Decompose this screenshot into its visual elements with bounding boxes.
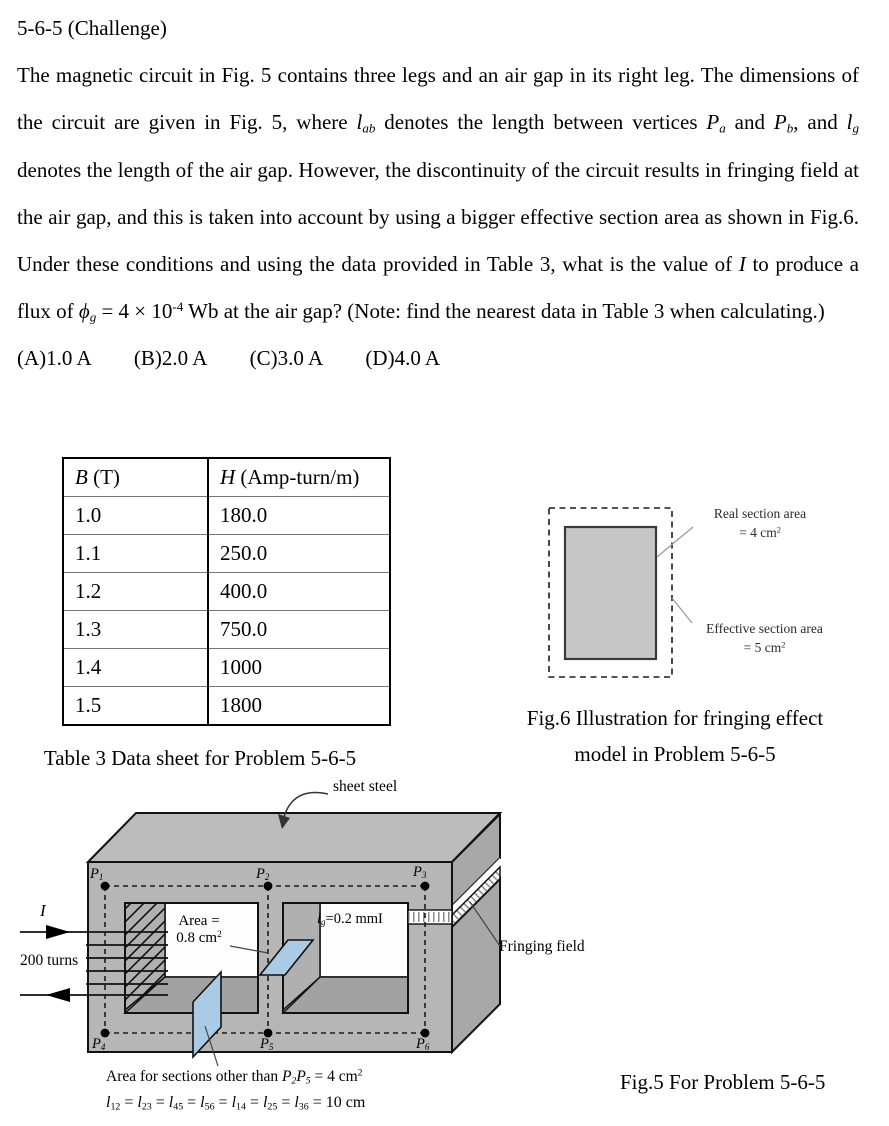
text-segment: = xyxy=(214,1094,232,1111)
column-header-b xyxy=(63,458,208,497)
text-segment: 2 xyxy=(291,1075,297,1087)
option-b: (B)2.0 A xyxy=(133,346,208,371)
fig5-caption: Fig.5 For Problem 5-6-5 xyxy=(620,1070,826,1094)
text-segment: 5 xyxy=(305,1075,311,1087)
text-segment: g xyxy=(852,120,860,136)
vertex-label-p6 xyxy=(416,1036,429,1053)
text-segment: 2 xyxy=(357,1067,363,1079)
text-segment: to produce a flux of xyxy=(17,252,859,324)
vertex-dot-p3 xyxy=(421,882,430,891)
table-cell: 1.5 xyxy=(75,693,102,717)
text-segment: = 4 × 10 xyxy=(96,299,173,324)
text-segment: 6 xyxy=(424,1042,430,1053)
table-cell: 1000 xyxy=(208,649,390,687)
text-segment: 2 xyxy=(264,872,270,883)
text-segment: denotes the length of the air gap. However, the discontinuity of the circuit results in fringing field at the air gap, and this is taken into account by using a bigger effective section area as shown in Fig.6. Under these conditions and using the data provided in Table 3, what is the value of xyxy=(17,157,859,277)
table-row xyxy=(63,497,390,535)
text-segment: 25 xyxy=(267,1101,278,1113)
text-segment: B xyxy=(75,465,88,489)
text-segment: a xyxy=(719,120,726,136)
table-cell: 1.3 xyxy=(63,611,208,649)
text-segment: 1 xyxy=(98,872,104,883)
text-segment: P xyxy=(90,866,99,882)
text-segment: Area = xyxy=(178,913,220,929)
text-segment: = xyxy=(277,1094,295,1111)
text-segment: = 10 cm xyxy=(308,1094,366,1111)
table-cell: 180.0 xyxy=(208,497,390,535)
core-top-face xyxy=(88,813,500,862)
text-segment: I xyxy=(378,911,383,927)
text-segment: P xyxy=(296,1068,306,1085)
text-segment: l xyxy=(294,1094,299,1111)
text-segment: l xyxy=(106,1094,111,1111)
text-segment: g xyxy=(89,309,97,325)
text-segment: I xyxy=(738,252,746,277)
vertex-label-p2 xyxy=(256,866,269,883)
text-segment: 2 xyxy=(776,525,781,535)
option-c: (C)3.0 A xyxy=(249,346,324,371)
text-segment: P xyxy=(413,864,422,880)
table-cell: 1.4 xyxy=(63,649,208,687)
table-cell: 250.0 xyxy=(208,535,390,573)
text-segment: l xyxy=(200,1094,205,1111)
table-header-row xyxy=(63,458,390,497)
text-segment: 45 xyxy=(173,1101,184,1113)
vertex-label-p3 xyxy=(413,864,426,881)
text-segment: (T) xyxy=(87,465,120,489)
section-area-note xyxy=(106,1068,362,1086)
current-in-arrowhead xyxy=(46,925,70,939)
text-segment: P xyxy=(416,1036,425,1052)
text-segment: Area for sections other than xyxy=(106,1068,283,1085)
text-segment: 2 xyxy=(217,929,222,940)
text-segment: b xyxy=(786,120,794,136)
text-segment: P xyxy=(260,1036,269,1052)
text-segment: l xyxy=(262,1094,268,1111)
text-segment: ϕ xyxy=(78,299,90,324)
text-segment: = xyxy=(245,1094,263,1111)
text-segment: 56 xyxy=(204,1101,215,1113)
real-section-area-label: Real section area = 4 $cm^2$ xyxy=(713,506,807,540)
table-caption: Table 3 Data sheet for Problem 5-6-5 xyxy=(43,746,357,770)
fringing-field-label: Fringing field xyxy=(499,938,585,955)
vertex-label-p1 xyxy=(90,866,103,883)
option-d: (D)4.0 A xyxy=(365,346,441,371)
text-segment: = xyxy=(183,1094,201,1111)
turns-label: 200 turns xyxy=(20,952,79,969)
vertex-label-p4 xyxy=(92,1036,105,1053)
lengths-note xyxy=(106,1094,365,1112)
air-gap-front-slit xyxy=(408,910,452,924)
effective-section-area-label: Effective section area = 5 $cm^2$ xyxy=(706,621,823,655)
sheet-steel-label: sheet steel xyxy=(333,778,398,795)
text-segment: (Amp-turn/m) xyxy=(235,465,360,489)
text-segment: l xyxy=(356,110,363,135)
text-segment: 36 xyxy=(298,1101,309,1113)
table-row xyxy=(63,611,390,649)
text-segment: 4 xyxy=(100,1042,106,1053)
text-segment: 5 xyxy=(268,1042,274,1053)
text-segment: Wb at the air gap? (Note: find the nearest data in Table 3 when calculating.) xyxy=(183,299,825,324)
text-segment: 23 xyxy=(141,1101,152,1113)
text-segment: = xyxy=(120,1094,138,1111)
text-segment: g xyxy=(321,917,326,928)
figure-6 xyxy=(540,500,889,705)
text-segment: l xyxy=(231,1094,237,1111)
text-segment: The magnetic circuit in Fig. 5 contains three legs and an air gap in its right leg. The dimensions of the circuit are given in Fig. 5, where xyxy=(17,63,859,135)
text-segment: H xyxy=(220,465,236,489)
text-segment: denotes the length between vertices xyxy=(375,110,707,135)
table-row xyxy=(63,687,390,726)
text-segment: -4 xyxy=(172,299,184,315)
text-segment: l xyxy=(137,1094,142,1111)
table-cell: 1800 xyxy=(208,687,390,726)
figure-5 xyxy=(0,772,640,1126)
text-segment: 2 xyxy=(781,640,786,650)
current-label: I xyxy=(40,901,46,920)
table-cell: 1.1 xyxy=(63,535,208,573)
bh-data-table xyxy=(62,457,391,726)
text-segment: = 4 cm xyxy=(310,1068,358,1085)
text-segment: P xyxy=(773,110,787,135)
center-leg-area-label xyxy=(156,913,242,947)
table-row xyxy=(63,573,390,611)
table-cell: 400.0 xyxy=(208,573,390,611)
table-row xyxy=(63,649,390,687)
table-row xyxy=(63,535,390,573)
air-gap-length-label xyxy=(317,911,383,928)
problem-title: 5-6-5 (Challenge) xyxy=(17,16,167,40)
table-cell: 1.2 xyxy=(63,573,208,611)
text-segment: P xyxy=(256,866,265,882)
column-header-h xyxy=(208,458,390,497)
text-segment: P xyxy=(92,1036,101,1052)
text-segment: =0.2 mm xyxy=(325,911,379,927)
text-segment: , and xyxy=(793,110,847,135)
text-segment: l xyxy=(846,110,853,135)
text-segment: l xyxy=(168,1094,174,1111)
current-out-arrowhead xyxy=(46,988,70,1002)
problem-statement xyxy=(17,52,859,335)
text-segment: 14 xyxy=(236,1101,246,1113)
text-segment: l xyxy=(317,911,322,927)
text-segment: 12 xyxy=(110,1101,121,1113)
text-segment: = 4 cm xyxy=(739,525,777,540)
fig6-caption: Fig.6 Illustration for fringing effect model in Problem 5-6-5 xyxy=(526,706,824,766)
answer-options xyxy=(17,335,859,382)
option-a: (A)1.0 A xyxy=(17,346,92,371)
problem-text-block xyxy=(17,5,859,383)
text-segment: 0.8 cm xyxy=(176,930,218,946)
table-cell: 1.0 xyxy=(63,497,208,535)
real-area-rect xyxy=(565,527,656,659)
vertex-label-p5 xyxy=(260,1036,273,1053)
text-segment: ab xyxy=(362,120,376,136)
text-segment: P xyxy=(282,1068,292,1085)
text-segment: = 5 cm xyxy=(743,640,782,655)
text-segment: and xyxy=(725,110,774,135)
table-cell: 750.0 xyxy=(208,611,390,649)
text-segment: P xyxy=(706,110,720,135)
text-segment: 3 xyxy=(421,870,427,881)
text-segment: = xyxy=(151,1094,169,1111)
